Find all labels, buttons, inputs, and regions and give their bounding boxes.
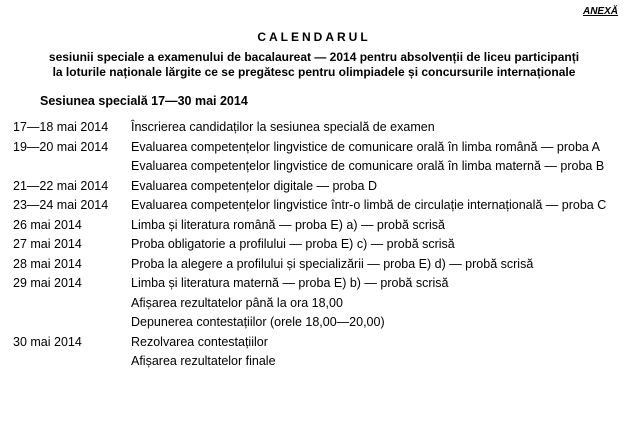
schedule-activity: Evaluarea competențelor lingvistice de comunicare orală în limba maternă — proba B [131, 159, 605, 173]
schedule-activities [131, 120, 613, 136]
schedule-activity: Depunerea contestațiilor (orele 18,00—20,00) [131, 315, 385, 329]
schedule-activities [131, 218, 613, 234]
schedule-activity: Afișarea rezultatelor finale [131, 354, 276, 368]
schedule-activity: Limba și literatura maternă — proba E) b) — probă scrisă [131, 276, 449, 290]
schedule-row [13, 198, 613, 214]
schedule-activity: Rezolvarea contestațiilor [131, 334, 268, 349]
schedule-activities [131, 179, 613, 195]
schedule-table [13, 120, 613, 374]
schedule-row [13, 120, 613, 136]
schedule-row [13, 237, 613, 253]
schedule-activities [131, 198, 613, 214]
schedule-row [13, 140, 613, 175]
schedule-date: 27 mai 2014 [13, 237, 82, 251]
schedule-activities [131, 257, 613, 273]
schedule-activity: Limba și literatura română — proba E) a) — probă scrisă [131, 217, 446, 232]
schedule-row [13, 335, 613, 370]
subtitle-line-2: la loturile naționale lărgite ce se pregătesc pentru olimpiadele și concursurile internaționale [52, 65, 576, 79]
schedule-date: 30 mai 2014 [13, 334, 82, 349]
schedule-date: 21—22 mai 2014 [13, 178, 109, 193]
schedule-row [13, 276, 613, 331]
schedule-date: 19—20 mai 2014 [13, 139, 109, 154]
annex-label: ANEXĂ [582, 6, 618, 17]
document-title: CALENDARUL [257, 30, 371, 44]
schedule-activities [131, 140, 613, 175]
schedule-activity: Evaluarea competențelor lingvistice de comunicare orală în limba română — proba A [131, 139, 600, 154]
schedule-date: 26 mai 2014 [13, 217, 82, 232]
subtitle-line-1: sesiunii speciale a examenului de bacalaureat — 2014 pentru absolvenții de liceu participanți [48, 50, 580, 64]
schedule-activity: Evaluarea competențelor lingvistice într-o limbă de circulație internațională — proba C [131, 198, 607, 212]
schedule-date: 23—24 mai 2014 [13, 198, 109, 212]
schedule-date: 28 mai 2014 [13, 256, 82, 271]
schedule-activity: Evaluarea competențelor digitale — proba D [131, 178, 377, 193]
schedule-activities [131, 335, 613, 370]
schedule-date: 29 mai 2014 [13, 276, 82, 290]
schedule-activity: Proba obligatorie a profilului — proba E) c) — probă scrisă [131, 237, 455, 251]
schedule-activity: Afișarea rezultatelor până la ora 18,00 [131, 295, 343, 310]
schedule-row [13, 218, 613, 234]
document-subtitle [0, 50, 628, 80]
schedule-row [13, 257, 613, 273]
schedule-activity: Proba la alegere a profilului și specializării — proba E) d) — probă scrisă [131, 256, 534, 271]
schedule-date: 17—18 mai 2014 [13, 120, 109, 134]
schedule-activities [131, 276, 613, 331]
schedule-row [13, 179, 613, 195]
schedule-activities [131, 237, 613, 253]
session-heading: Sesiunea specială 17—30 mai 2014 [40, 94, 248, 108]
schedule-activity: Înscrierea candidaților la sesiunea specială de examen [131, 120, 435, 134]
